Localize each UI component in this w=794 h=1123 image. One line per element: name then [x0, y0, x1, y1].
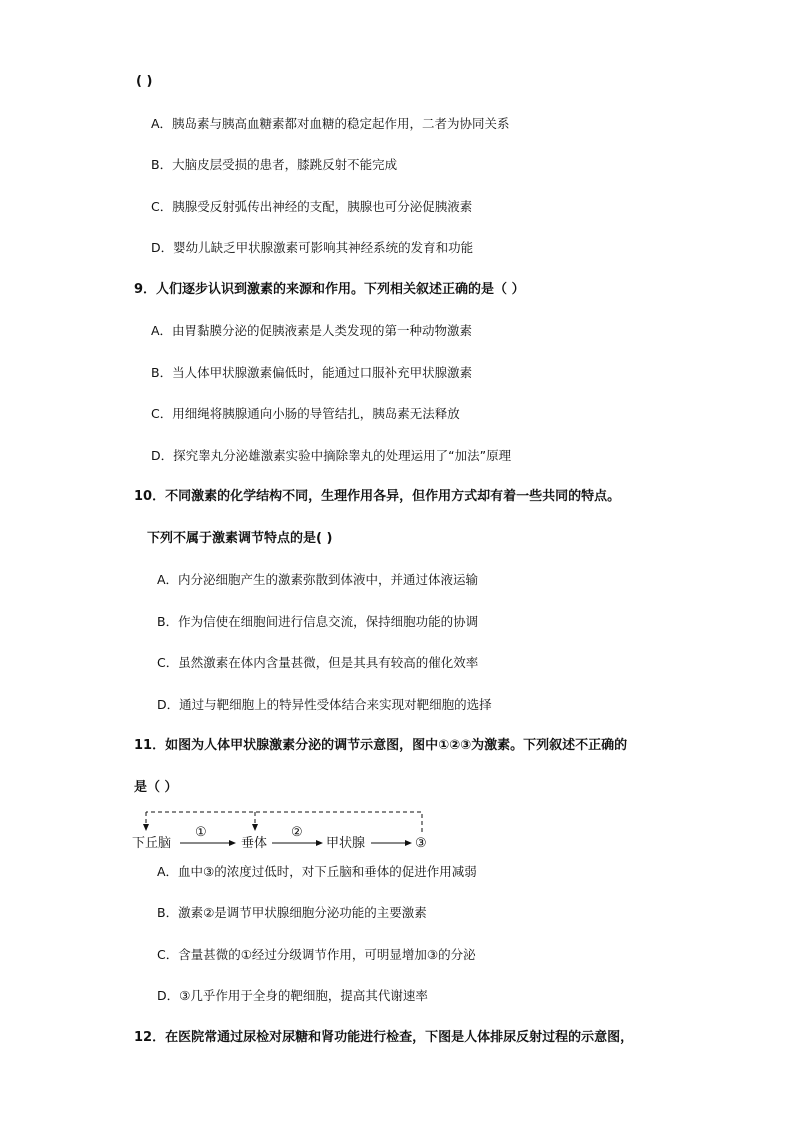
- q11-option-d: D．③几乎作用于全身的靶细胞，提高其代谢速率: [157, 988, 428, 1003]
- q8-option-d: D．婴幼儿缺乏甲状腺激素可影响其神经系统的发育和功能: [151, 240, 474, 255]
- q11-stem: 11．如图为人体甲状腺激素分泌的调节示意图，图中①②③为激素。下列叙述不正确的: [134, 738, 628, 753]
- q9-option-a: A．由胃黏膜分泌的促胰液素是人类发现的第一种动物激素: [151, 323, 473, 338]
- hormone-2-label: ②: [291, 825, 303, 840]
- q10-option-a: A．内分泌细胞产生的激素弥散到体液中，并通过体液运输: [157, 572, 479, 587]
- node-hormone-3: ③: [415, 836, 427, 851]
- q9-option-c: C．用细绳将胰腺通向小肠的导管结扎，胰岛素无法释放: [151, 406, 460, 421]
- feedback-dashed-line: [146, 812, 422, 832]
- q9-option-d: D．探究睾丸分泌雄激素实验中摘除睾丸的处理运用了“加法”原理: [151, 448, 512, 463]
- node-hypothalamus: 下丘脑: [132, 836, 172, 851]
- node-thyroid: 甲状腺: [326, 836, 366, 851]
- q10-option-c: C．虽然激素在体内含量甚微，但是其具有较高的催化效率: [157, 655, 479, 670]
- q10-option-b: B．作为信使在细胞间进行信息交流，保持细胞功能的协调: [157, 614, 479, 629]
- q11-stem-continued: 是（ ）: [134, 780, 178, 795]
- q9-option-b: B．当人体甲状腺激素偏低时，能通过口服补充甲状腺激素: [151, 365, 473, 380]
- q9-stem: 9．人们逐步认识到激素的来源和作用。下列相关叙述正确的是（ ）: [134, 282, 525, 297]
- q10-stem-continued: 下列不属于激素调节特点的是( ): [147, 531, 333, 546]
- q8-paren: ( ): [136, 74, 153, 89]
- q11-option-c: C．含量甚微的①经过分级调节作用，可明显增加③的分泌: [157, 947, 476, 962]
- thyroid-regulation-diagram: [128, 808, 438, 854]
- q10-stem: 10．不同激素的化学结构不同，生理作用各异，但作用方式却有着一些共同的特点。: [134, 489, 621, 504]
- q11-option-a: A．血中③的浓度过低时，对下丘脑和垂体的促进作用减弱: [157, 864, 477, 879]
- q11-option-b: B．激素②是调节甲状腺细胞分泌功能的主要激素: [157, 905, 427, 920]
- q10-option-d: D．通过与靶细胞上的特异性受体结合来实现对靶细胞的选择: [157, 697, 492, 712]
- q12-stem: 12．在医院常通过尿检对尿糖和肾功能进行检查，下图是人体排尿反射过程的示意图，: [134, 1030, 634, 1045]
- q8-option-c: C．胰腺受反射弧传出神经的支配，胰腺也可分泌促胰液素: [151, 199, 473, 214]
- q8-option-b: B．大脑皮层受损的患者，膝跳反射不能完成: [151, 157, 398, 172]
- node-pituitary: 垂体: [241, 836, 268, 851]
- hormone-1-label: ①: [195, 825, 207, 840]
- q8-option-a: A．胰岛素与胰高血糖素都对血糖的稳定起作用，二者为协同关系: [151, 116, 510, 131]
